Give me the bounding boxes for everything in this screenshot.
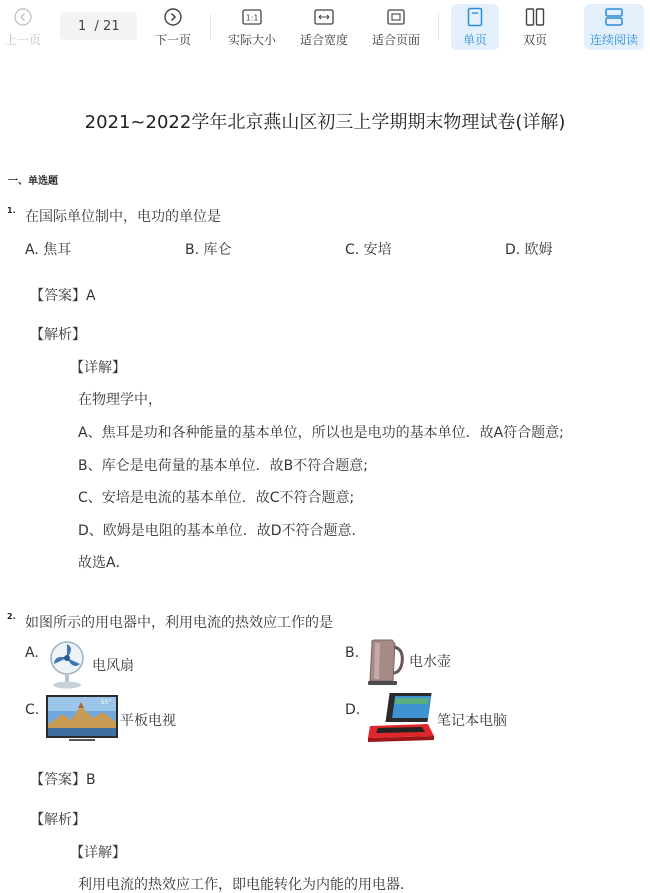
question-2-answer: 【答案】B xyxy=(30,772,96,788)
question-2-option-a-label: 电风扇 xyxy=(92,658,134,674)
continuous-reading-button[interactable] xyxy=(584,4,644,50)
tv-size-badge: 55" xyxy=(100,699,111,706)
question-2-option-b-letter: B. xyxy=(345,645,360,661)
question-1-option-c: C. 安培 xyxy=(345,242,392,258)
question-1-analysis-heading: 【解析】 xyxy=(30,327,86,343)
toolbar-divider xyxy=(438,14,439,40)
question-1-explanation-line: D、欧姆是电阻的基本单位．故D不符合题意． xyxy=(78,523,366,539)
fit-page-icon xyxy=(386,6,406,28)
svg-text:1:1: 1:1 xyxy=(245,13,259,23)
double-page-icon xyxy=(525,6,545,28)
question-2-option-c-label: 平板电视 xyxy=(120,713,176,729)
question-2-option-d-letter: D. xyxy=(345,702,361,718)
electric-fan-image xyxy=(45,640,89,694)
question-1-answer: 【答案】A xyxy=(30,288,96,304)
question-1-option-d: D. 欧姆 xyxy=(505,242,553,258)
continuous-reading-label: 连续阅读 xyxy=(589,33,638,47)
prev-page-label: 上一页 xyxy=(4,33,41,47)
question-1-conclusion: 故选A． xyxy=(78,555,130,571)
question-2-option-a-letter: A. xyxy=(25,645,39,661)
question-2-detail-heading: 【详解】 xyxy=(70,845,126,861)
single-page-icon xyxy=(467,6,483,28)
question-1-explanation-line: C、安培是电流的基本单位．故C不符合题意; xyxy=(78,490,355,506)
question-2-number: 2. xyxy=(7,612,16,621)
continuous-reading-icon xyxy=(604,6,624,28)
question-1-stem: 在国际单位制中，电功的单位是 xyxy=(25,209,221,225)
toolbar xyxy=(0,0,650,56)
question-1-option-b: B. 库仑 xyxy=(185,242,232,258)
chevron-right-circle-icon xyxy=(164,6,182,28)
question-2-option-d-label: 笔记本电脑 xyxy=(437,713,507,729)
question-2-analysis-heading: 【解析】 xyxy=(30,812,86,828)
question-1-explanation-line: 在物理学中， xyxy=(78,392,162,408)
laptop-image xyxy=(364,690,436,748)
question-2-option-c-letter: C. xyxy=(25,702,40,718)
single-page-button[interactable] xyxy=(451,4,499,50)
question-1-detail-heading: 【详解】 xyxy=(70,360,126,376)
page-number-input[interactable] xyxy=(60,12,137,40)
single-page-label: 单页 xyxy=(462,33,487,47)
question-1-explanation-line: A、焦耳是功和各种能量的基本单位，所以也是电功的基本单位．故A符合题意; xyxy=(78,425,564,441)
question-1-number: 1. xyxy=(7,206,16,215)
actual-size-button[interactable] xyxy=(224,4,280,50)
fit-width-button[interactable] xyxy=(296,4,352,50)
toolbar-divider xyxy=(210,14,211,40)
question-1-option-a: A. 焦耳 xyxy=(25,242,72,258)
chevron-left-circle-icon xyxy=(14,6,32,28)
document-title: 2021~2022学年北京燕山区初三上学期期末物理试卷(详解) xyxy=(84,112,566,133)
next-page-label: 下一页 xyxy=(154,33,191,47)
fit-width-label: 适合宽度 xyxy=(299,33,348,47)
question-1-explanation-line: B、库仑是电荷量的基本单位．故B不符合题意; xyxy=(78,458,368,474)
fit-width-icon xyxy=(314,6,334,28)
actual-size-icon xyxy=(242,6,262,28)
fit-page-label: 适合页面 xyxy=(371,33,420,47)
double-page-button[interactable] xyxy=(512,4,558,50)
question-2-stem: 如图所示的用电器中，利用电流的热效应工作的是 xyxy=(25,615,333,631)
actual-size-label: 实际大小 xyxy=(227,33,276,47)
flat-tv-image xyxy=(45,694,119,748)
double-page-label: 双页 xyxy=(522,33,547,47)
fit-page-button[interactable] xyxy=(368,4,424,50)
current-page: 1 xyxy=(78,18,87,34)
total-pages: / 21 xyxy=(94,18,120,34)
next-page-button[interactable] xyxy=(152,4,194,50)
question-2-explanation-line: 利用电流的热效应工作，即电能转化为内能的用电器． xyxy=(78,877,414,893)
question-2-option-b-label: 电水壶 xyxy=(409,654,451,670)
electric-kettle-image xyxy=(364,637,408,691)
section-heading: 一、单选题 xyxy=(8,176,58,187)
prev-page-button[interactable] xyxy=(2,4,44,50)
